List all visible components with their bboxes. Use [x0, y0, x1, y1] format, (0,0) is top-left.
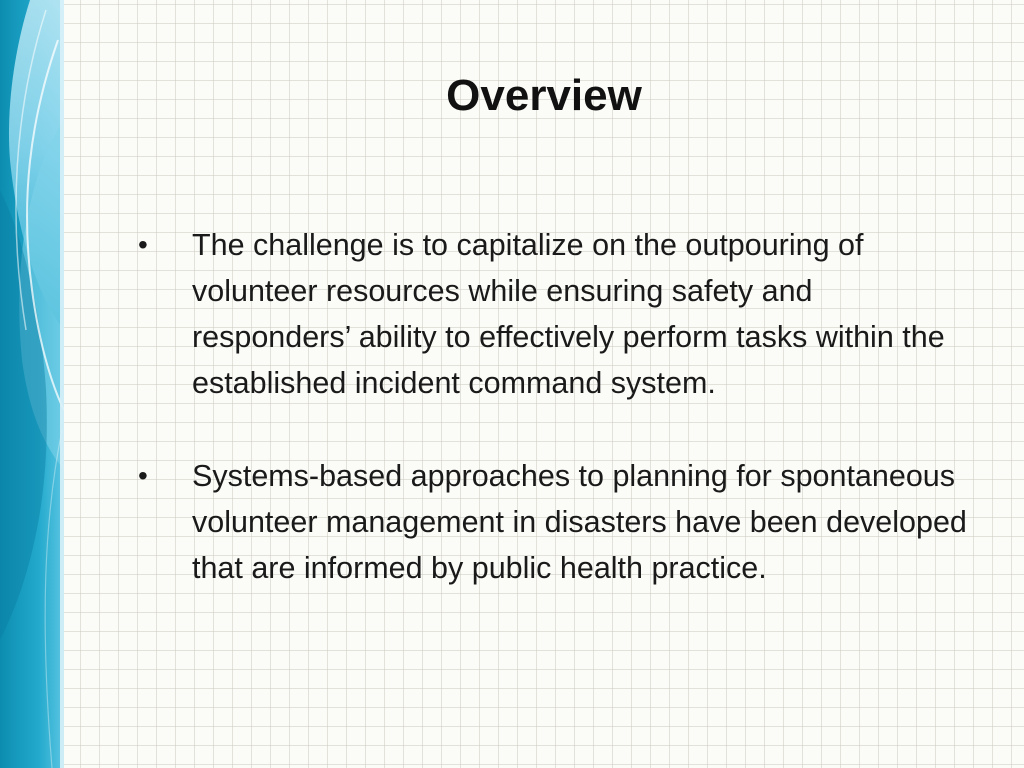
bullet-marker: •	[138, 460, 148, 491]
decorative-side-band	[0, 0, 64, 768]
bullet-list	[138, 222, 978, 638]
bullet-marker: •	[138, 229, 148, 260]
wave-graphic	[0, 0, 64, 768]
slide-title: Overview	[446, 71, 642, 120]
bullet-item	[138, 222, 978, 406]
bullet-item	[138, 453, 978, 591]
bullet-text: The challenge is to capitalize on the outpouring of volunteer resources while ensuring safety and responders’ ability to effectively perform tasks within the established incident command system.	[192, 228, 945, 400]
bullet-text: Systems-based approaches to planning for spontaneous volunteer management in disasters have been developed that are informed by public health practice.	[192, 459, 967, 585]
